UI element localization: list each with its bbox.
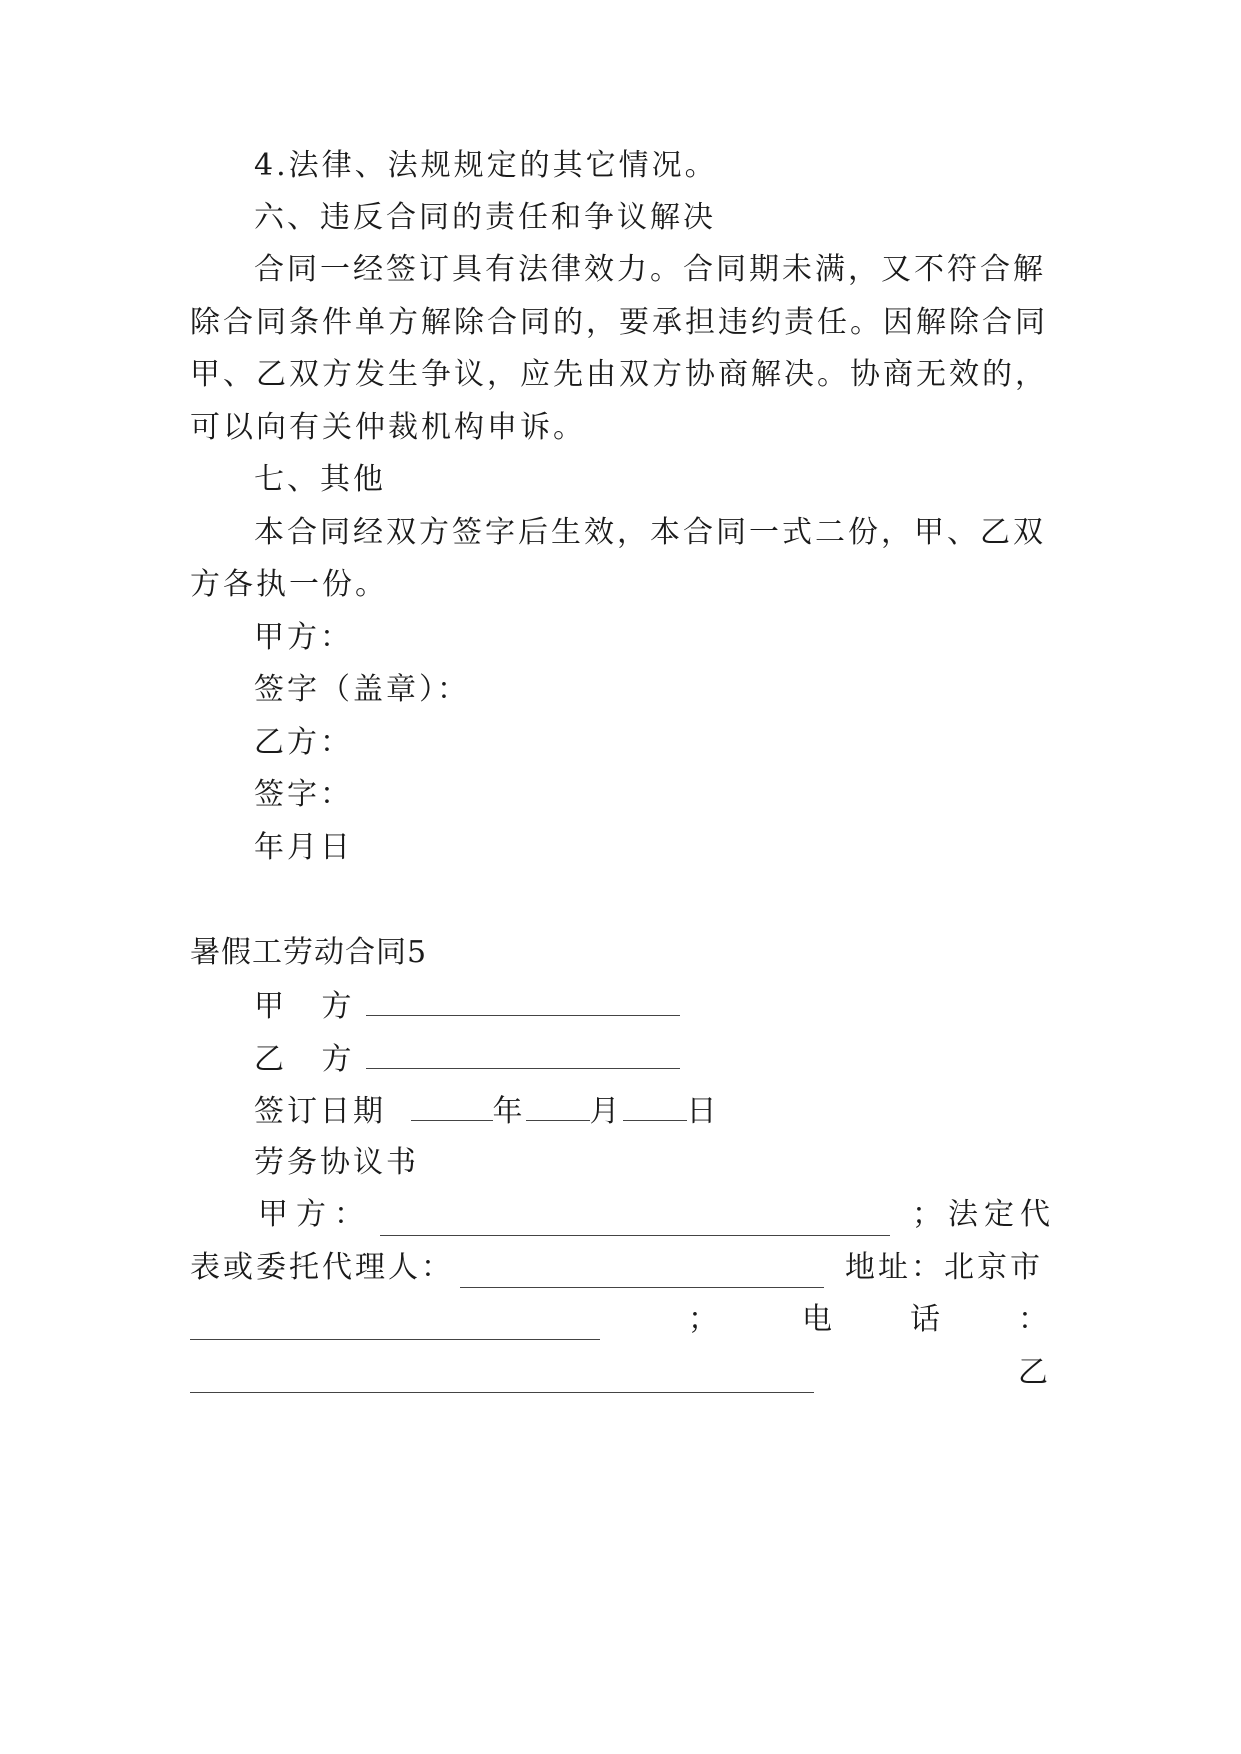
section-7-heading: 七、其他: [254, 462, 386, 497]
day-blank: [623, 1092, 687, 1121]
section-7-text-line-2: 方各执一份。: [190, 567, 388, 602]
section-6-text-line-2: 除合同条件单方解除合同的，要承担违约责任。因解除合同: [190, 305, 1048, 340]
section-6-text-line-4: 可以向有关仲裁机构申诉。: [190, 410, 586, 445]
party-a-signature-label: 签字（盖章）：: [254, 672, 470, 707]
party-b-field-label: 乙 方: [254, 1042, 366, 1077]
phone-label-char-1: 电: [802, 1302, 835, 1337]
year-label: 年: [492, 1094, 526, 1129]
party-yi-label: 乙: [1018, 1355, 1051, 1390]
section-6-text-line-1: 合同一经签订具有法律效力。合同期未满，又不符合解: [254, 252, 1046, 287]
legal-rep-label-part-2: 表或委托代理人：: [190, 1250, 454, 1285]
address-label: 地址：北京市: [845, 1250, 1043, 1285]
jiafang-label: 甲方：: [258, 1197, 372, 1232]
sign-date-field: [254, 1092, 720, 1130]
contract-title: 暑假工劳动合同5: [190, 935, 428, 970]
section-6-text-line-3: 甲、乙双方发生争议，应先由双方协商解决。协商无效的，: [190, 357, 1048, 392]
date-label: 年月日: [254, 830, 353, 865]
year-blank: [411, 1092, 493, 1121]
party-b-label: 乙方：: [254, 725, 353, 760]
party-a-field: [254, 987, 680, 1025]
month-blank: [526, 1092, 590, 1121]
phone-blank: [190, 1364, 814, 1393]
section-7-text-line-1: 本合同经双方签字后生效，本合同一式二份，甲、乙双: [254, 515, 1046, 550]
party-b-signature-label: 签字：: [254, 777, 353, 812]
party-b-blank: [366, 1040, 680, 1069]
address-semicolon: ；: [688, 1302, 721, 1337]
clause-4: 4.法律、法规规定的其它情况。: [254, 148, 718, 183]
party-a-field-label: 甲 方: [254, 989, 366, 1024]
day-label: 日: [686, 1094, 720, 1129]
jiafang-blank: [380, 1207, 890, 1236]
legal-rep-blank: [460, 1259, 824, 1288]
phone-colon: ：: [1018, 1302, 1051, 1337]
section-6-heading: 六、违反合同的责任和争议解决: [254, 200, 716, 235]
party-a-blank: [366, 987, 680, 1016]
legal-rep-label-part-1: ；法定代: [912, 1197, 1056, 1232]
party-b-field: [254, 1040, 680, 1078]
agreement-title: 劳务协议书: [254, 1145, 419, 1180]
party-a-label: 甲方：: [254, 620, 353, 655]
address-blank: [190, 1311, 600, 1340]
month-label: 月: [589, 1094, 623, 1129]
phone-label-char-2: 话: [910, 1302, 943, 1337]
sign-date-label: 签订日期: [254, 1094, 386, 1129]
